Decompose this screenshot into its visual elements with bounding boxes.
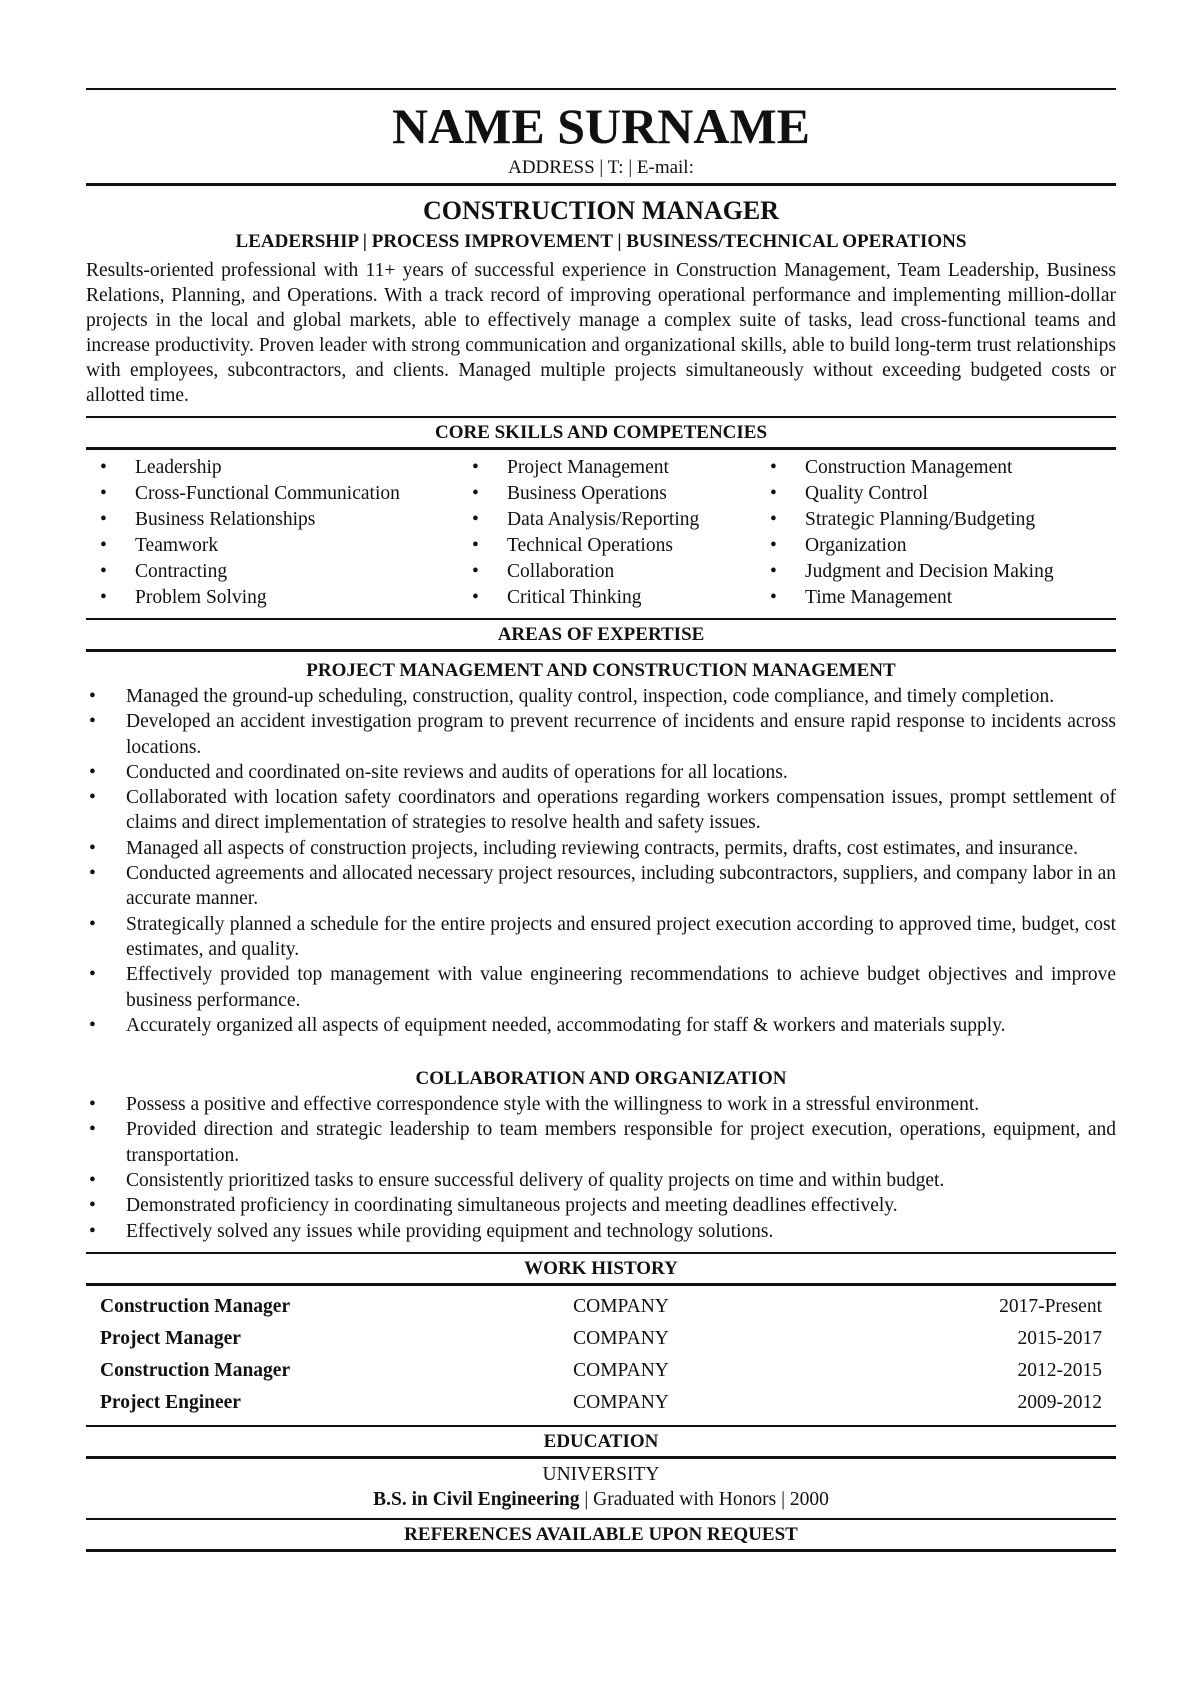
work-row xyxy=(86,1291,1116,1323)
summary: Results-oriented professional with 11+ years of successful experience in Construction Management, Team Leadership, Business Relations, Planning, and Operations. With a track record of improving operational performance and implementing million-dollar projects in the local and global markets, able to effectively manage a complex suite of tasks, lead cross-functional teams and increase productivity. Proven leader with strong communication and organizational skills, able to build long-term trust relationships with employees, subcontractors, and clients. Managed multiple projects simultaneously without exceeding budgeted costs or allotted time. xyxy=(86,260,1116,406)
list-item: • Judgment and Decision Making xyxy=(756,559,1116,585)
work-company: COMPANY xyxy=(573,1391,669,1413)
list-item: • Business Operations xyxy=(458,481,756,507)
list-item: • Quality Control xyxy=(756,481,1116,507)
list-item: • Cross-Functional Communication xyxy=(86,481,458,507)
pm-heading: PROJECT MANAGEMENT AND CONSTRUCTION MANAGEMENT xyxy=(306,660,896,681)
list-item: • Strategic Planning/Budgeting xyxy=(756,507,1116,533)
work-role: Project Engineer xyxy=(100,1391,241,1413)
list-item: • Teamwork xyxy=(86,533,458,559)
school: UNIVERSITY xyxy=(542,1463,660,1485)
list-item: • Demonstrated proficiency in coordinating simultaneous projects and meeting deadlines effectively. xyxy=(86,1193,1116,1218)
education xyxy=(86,1459,1116,1518)
work-company: COMPANY xyxy=(573,1359,669,1381)
list-item: • Collaborated with location safety coordinators and operations regarding workers compensation issues, prompt settlement of claims and direct implementation of strategies to resolve health and safety issues. xyxy=(86,785,1116,836)
list-item: • Strategically planned a schedule for the entire projects and ensured project execution according to approved time, budget, cost estimates, and quality. xyxy=(86,912,1116,963)
work-dates: 2017-Present xyxy=(999,1295,1102,1317)
job-title: CONSTRUCTION MANAGER xyxy=(422,196,780,225)
work-company: COMPANY xyxy=(573,1327,669,1349)
list-item: • Conducted and coordinated on-site reviews and audits of operations for all locations. xyxy=(86,760,1116,785)
list-item: • Provided direction and strategic leadership to team members responsible for project execution, operations, equipment, and transportation. xyxy=(86,1117,1116,1168)
list-item: • Managed all aspects of construction projects, including reviewing contracts, permits, drafts, cost estimates, and insurance. xyxy=(86,836,1116,861)
list-item: • Problem Solving xyxy=(86,585,458,611)
list-item: • Construction Management xyxy=(756,455,1116,481)
list-item: • Consistently prioritized tasks to ensure successful delivery of quality projects on time and within budget. xyxy=(86,1168,1116,1193)
list-item: • Critical Thinking xyxy=(458,585,756,611)
work-row xyxy=(86,1323,1116,1355)
work-company: COMPANY xyxy=(573,1295,669,1317)
work-row xyxy=(86,1387,1116,1419)
work-dates: 2009-2012 xyxy=(1017,1391,1102,1413)
contact-line: ADDRESS | T: | E-mail: xyxy=(508,157,694,178)
list-item: • Developed an accident investigation program to prevent recurrence of incidents and ensure rapid response to incidents across locations. xyxy=(86,709,1116,760)
work-heading: WORK HISTORY xyxy=(524,1257,678,1279)
work-dates: 2012-2015 xyxy=(1017,1359,1102,1381)
list-item: • Data Analysis/Reporting xyxy=(458,507,756,533)
list-item: • Effectively solved any issues while providing equipment and technology solutions. xyxy=(86,1219,1116,1244)
work-row xyxy=(86,1355,1116,1387)
collab-heading: COLLABORATION AND ORGANIZATION xyxy=(415,1068,787,1090)
work-role: Construction Manager xyxy=(100,1359,291,1381)
divider xyxy=(86,649,1116,652)
divider xyxy=(86,1549,1116,1552)
list-item: • Accurately organized all aspects of equipment needed, accommodating for staff & workers and materials supply. xyxy=(86,1013,1116,1038)
candidate-name: NAME SURNAME xyxy=(391,98,811,154)
degree: B.S. in Civil Engineering xyxy=(373,1488,580,1510)
references: REFERENCES AVAILABLE UPON REQUEST xyxy=(404,1523,798,1545)
list-item: • Technical Operations xyxy=(458,533,756,559)
divider xyxy=(86,183,1116,186)
list-item: • Contracting xyxy=(86,559,458,585)
list-item: • Effectively provided top management with value engineering recommendations to achieve budget objectives and improve business performance. xyxy=(86,962,1116,1013)
education-heading: EDUCATION xyxy=(543,1430,659,1452)
divider xyxy=(86,88,1116,90)
list-item: • Business Relationships xyxy=(86,507,458,533)
list-item: • Collaboration xyxy=(458,559,756,585)
list-item: • Conducted agreements and allocated necessary project resources, including subcontractors, suppliers, and company labor in an accurate manner. xyxy=(86,861,1116,912)
expertise-heading: AREAS OF EXPERTISE xyxy=(497,624,705,645)
list-item: • Project Management xyxy=(458,455,756,481)
degree-details: | Graduated with Honors | 2000 xyxy=(579,1488,829,1510)
work-role: Construction Manager xyxy=(100,1295,291,1317)
pm-bullets xyxy=(86,684,1116,1038)
list-item: • Organization xyxy=(756,533,1116,559)
collab-bullets xyxy=(86,1092,1116,1244)
list-item: • Managed the ground-up scheduling, construction, quality control, inspection, code compliance, and timely completion. xyxy=(86,684,1116,709)
skills-heading: CORE SKILLS AND COMPETENCIES xyxy=(434,422,768,443)
list-item: • Leadership xyxy=(86,455,458,481)
headline: LEADERSHIP | PROCESS IMPROVEMENT | BUSINESS/TECHNICAL OPERATIONS xyxy=(235,231,967,252)
work-history xyxy=(86,1286,1116,1425)
work-role: Project Manager xyxy=(100,1327,241,1349)
list-item: • Possess a positive and effective correspondence style with the willingness to work in a stressful environment. xyxy=(86,1092,1116,1117)
skills-list xyxy=(86,450,1116,618)
work-dates: 2015-2017 xyxy=(1017,1327,1102,1349)
list-item: • Time Management xyxy=(756,585,1116,611)
